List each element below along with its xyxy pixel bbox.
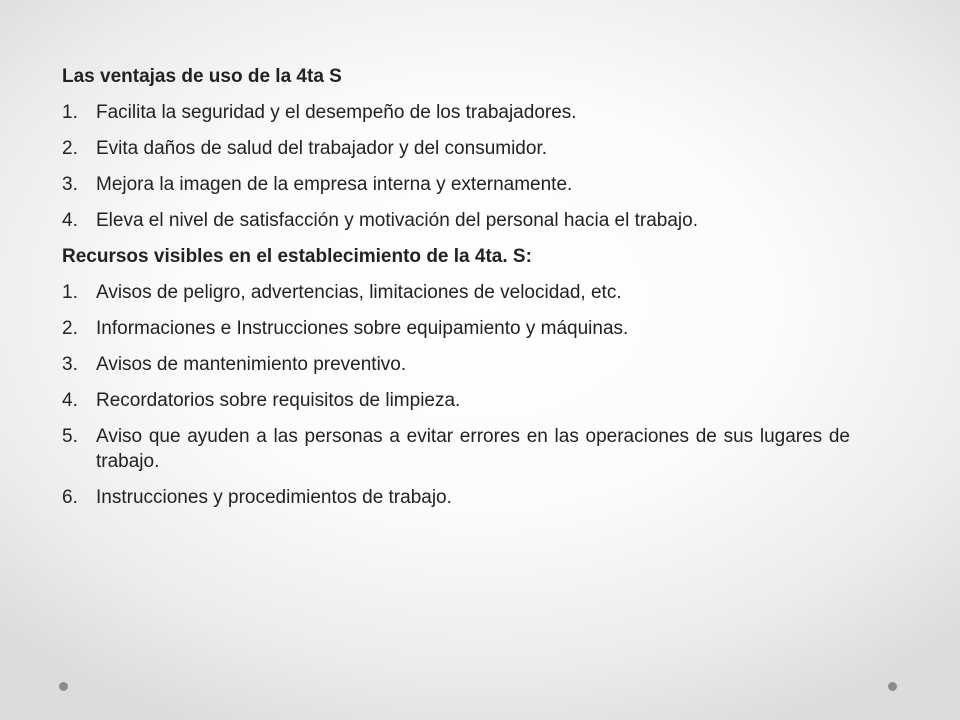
list-number: 4. xyxy=(62,390,78,411)
list-number: 1. xyxy=(62,102,78,123)
list-text: Instrucciones y procedimientos de trabajo. xyxy=(96,487,452,508)
list-number: 2. xyxy=(62,318,78,339)
list-number: 3. xyxy=(62,174,78,195)
list-item xyxy=(62,208,850,233)
list-number: 3. xyxy=(62,354,78,375)
recursos-list xyxy=(62,280,850,510)
list-text: Aviso que ayuden a las personas a evitar errores en las operaciones de sus lugares de trabajo. xyxy=(96,426,850,472)
decorative-dot-left xyxy=(59,682,68,691)
list-item xyxy=(62,352,850,377)
list-number: 2. xyxy=(62,138,78,159)
list-number: 5. xyxy=(62,426,78,447)
list-text: Avisos de mantenimiento preventivo. xyxy=(96,354,407,375)
list-item xyxy=(62,485,850,510)
list-item xyxy=(62,316,850,341)
list-number: 4. xyxy=(62,210,78,231)
decorative-dot-right xyxy=(888,682,897,691)
list-number: 6. xyxy=(62,487,78,508)
list-text: Informaciones e Instrucciones sobre equipamiento y máquinas. xyxy=(96,318,629,339)
list-text: Recordatorios sobre requisitos de limpieza. xyxy=(96,390,461,411)
list-text: Eleva el nivel de satisfacción y motivación del personal hacia el trabajo. xyxy=(96,210,698,231)
list-item xyxy=(62,136,850,161)
list-item xyxy=(62,100,850,125)
list-item xyxy=(62,172,850,197)
slide-content xyxy=(62,64,850,521)
list-text: Mejora la imagen de la empresa interna y externamente. xyxy=(96,174,573,195)
list-text: Facilita la seguridad y el desempeño de los trabajadores. xyxy=(96,102,577,123)
list-number: 1. xyxy=(62,282,78,303)
list-item xyxy=(62,388,850,413)
list-item xyxy=(62,280,850,305)
section-heading-ventajas: Las ventajas de uso de la 4ta S xyxy=(62,66,342,87)
ventajas-list xyxy=(62,100,850,233)
list-item xyxy=(62,424,850,474)
list-text: Evita daños de salud del trabajador y del consumidor. xyxy=(96,138,547,159)
section-heading-recursos: Recursos visibles en el establecimiento de la 4ta. S: xyxy=(62,246,532,267)
list-text: Avisos de peligro, advertencias, limitaciones de velocidad, etc. xyxy=(96,282,622,303)
